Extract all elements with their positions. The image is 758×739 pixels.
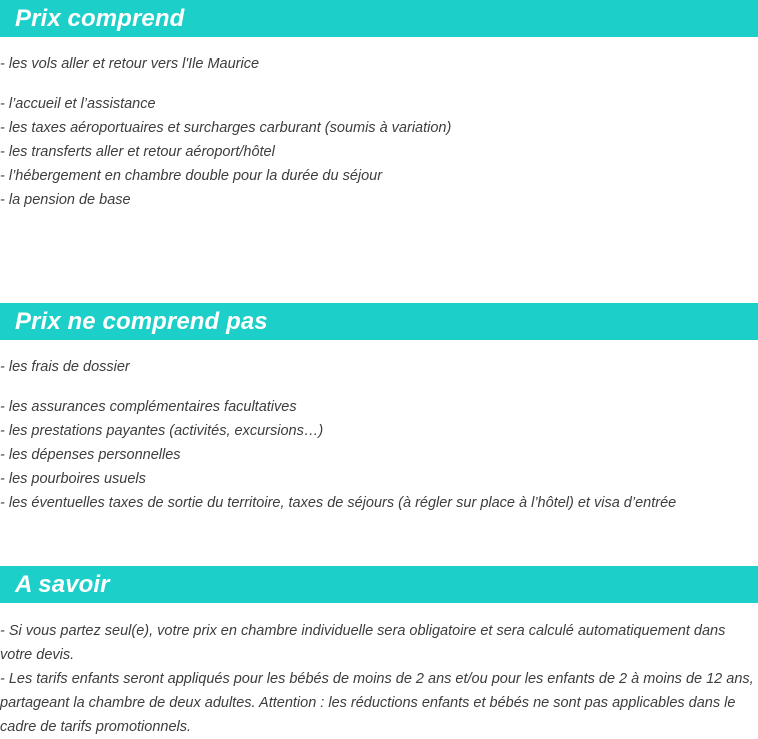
info-paragraph-children: - Les tarifs enfants seront appliqués pour les bébés de moins de 2 ans et/ou pour les enfants de 2 à moins de 12 ans, partageant la chambre de deux adultes. Attention : les réductions enfants et bébés ne sont pas applicables dans le cadre de tarifs promotionnels. [0, 671, 754, 735]
list-item: - l’accueil et l’assistance [0, 96, 156, 112]
excluded-list [0, 355, 758, 515]
list-item: - les assurances complémentaires facultatives [0, 399, 297, 415]
list-item: - les éventuelles taxes de sortie du territoire, taxes de séjours (à régler sur place à l’hôtel) et visa d’entrée [0, 495, 677, 511]
list-item: - les taxes aéroportuaires et surcharges carburant (soumis à variation) [0, 120, 452, 136]
list-item: - les prestations payantes (activités, excursions…) [0, 423, 324, 439]
list-item: - les vols aller et retour vers l'Ile Maurice [0, 56, 260, 72]
section-header-a-savoir [0, 566, 758, 603]
list-item: - l’hébergement en chambre double pour la durée du séjour [0, 168, 383, 184]
list-item: - les dépenses personnelles [0, 447, 181, 463]
list-item: - la pension de base [0, 192, 131, 208]
included-list [0, 52, 758, 212]
list-item: - les pourboires usuels [0, 471, 146, 487]
section-header-prix-comprend [0, 0, 758, 37]
list-item: - les transferts aller et retour aéroport/hôtel [0, 144, 275, 160]
list-item: - les frais de dossier [0, 359, 130, 375]
section-header-prix-ne-comprend-pas [0, 303, 758, 340]
section-title: Prix ne comprend pas [15, 307, 268, 335]
section-title: A savoir [15, 570, 110, 598]
section-title: Prix comprend [15, 4, 185, 32]
info-paragraph-solo: - Si vous partez seul(e), votre prix en chambre individuelle sera obligatoire et sera calculé automatiquement dans votre devis. [0, 623, 726, 663]
